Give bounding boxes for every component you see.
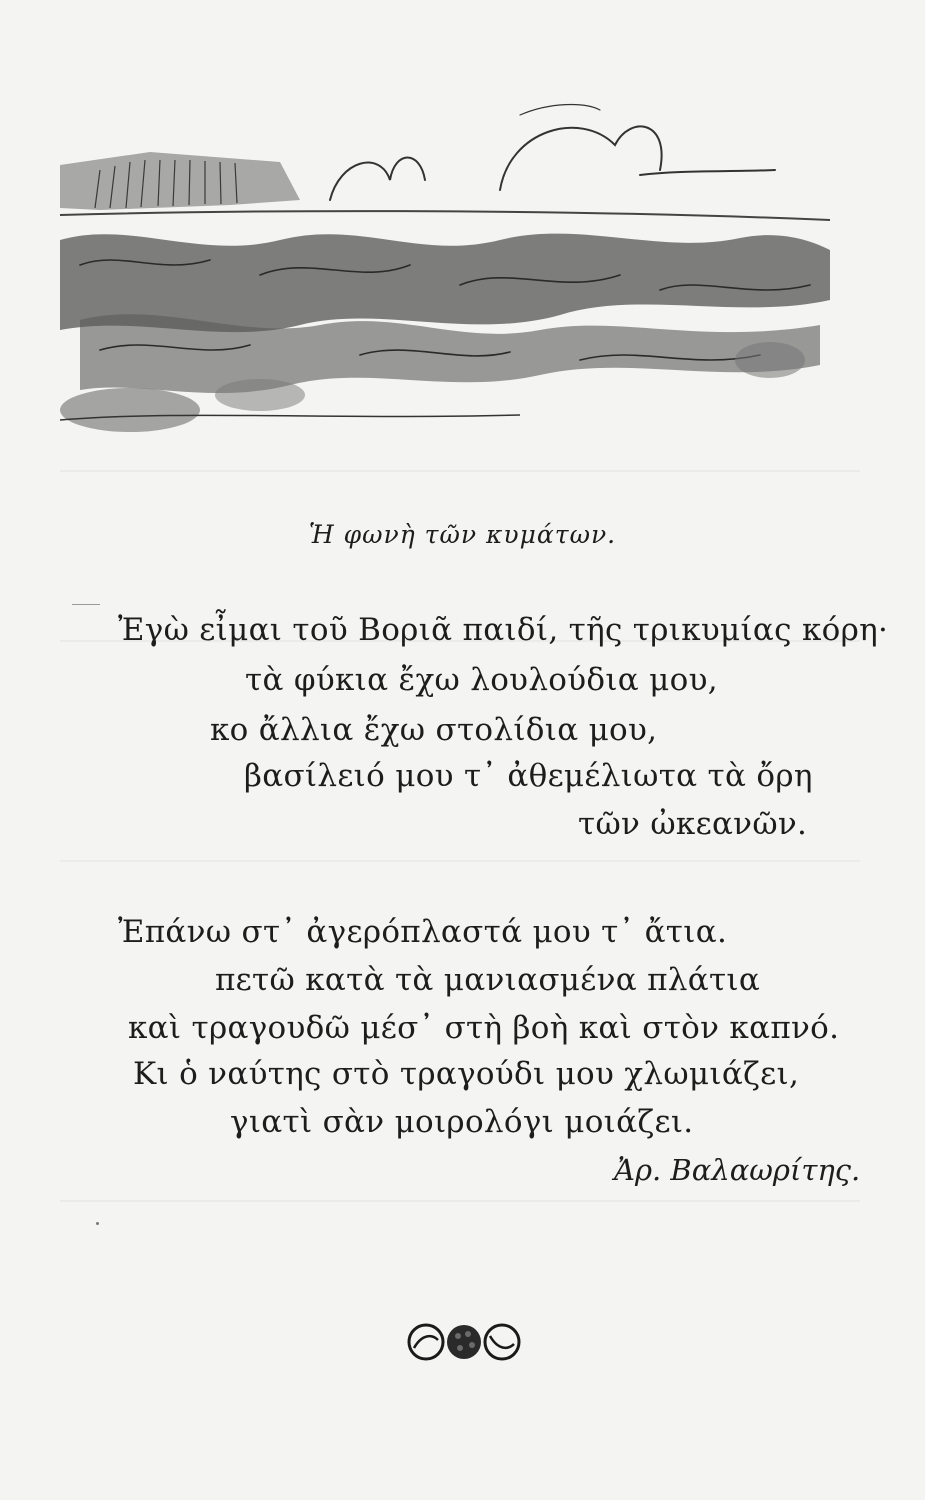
bleed-through-line (60, 1200, 860, 1202)
printer-dot (96, 1222, 99, 1225)
poem-line: Κι ὁ ναύτης στὸ τραγούδι μου χλωμιάζει, (133, 1056, 800, 1092)
poem-line: καὶ τραγουδῶ μέσ᾽ στὴ βοὴ καὶ στὸν καπνό. (128, 1010, 840, 1046)
poem-author: Ἀρ. Βαλαωρίτης. (614, 1153, 861, 1187)
poem-line: κο ἄλλια ἔχω στολίδια μου, (210, 712, 658, 748)
sea-waves-illustration-icon (40, 90, 840, 450)
poem-line: τῶν ὠκεανῶν. (578, 806, 808, 842)
poem-line: τὰ φύκια ἔχω λουλούδια μου, (245, 662, 718, 698)
bleed-through-line (60, 470, 860, 472)
printer-mark (72, 604, 100, 605)
bleed-through-line (60, 860, 860, 862)
poem-line: βασίλειό μου τ᾽ ἀθεμέλιωτα τὰ ὄρη (244, 758, 813, 794)
poem-line: Ἐγὼ εἶμαι τοῦ Βοριᾶ παιδί, τῆς τρικυμίας κόρη· (118, 612, 889, 648)
poem-line: γιατὶ σὰν μοιρολόγι μοιάζει. (230, 1104, 694, 1140)
poem-line: πετῶ κατὰ τὰ μανιασμένα πλάτια (215, 962, 761, 998)
poem-line: Ἐπάνω στ᾽ ἀγερόπλαστά μου τ᾽ ἄτια. (118, 914, 728, 950)
three-circle-ornament-icon (406, 1318, 522, 1366)
poem-title: Ἡ φωνὴ τῶν κυμάτων. (308, 520, 617, 549)
